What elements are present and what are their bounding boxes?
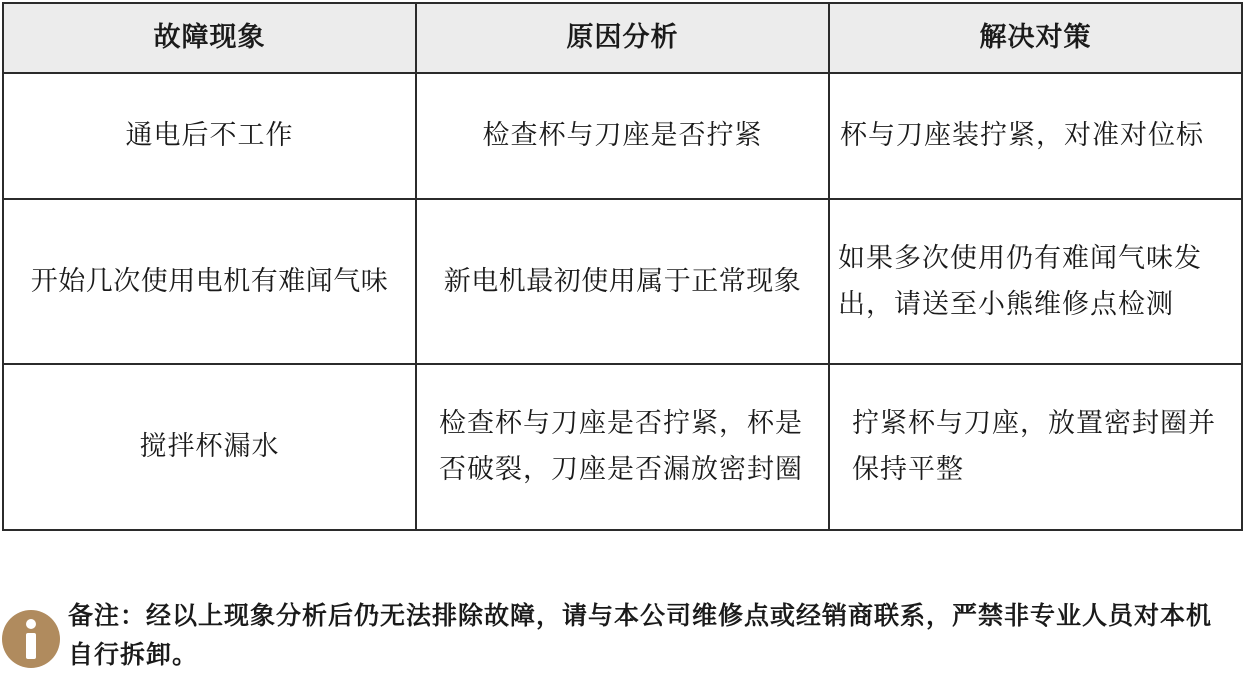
- cell-cause: 检查杯与刀座是否拧紧，杯是否破裂，刀座是否漏放密封圈: [416, 364, 829, 530]
- cell-symptom: 开始几次使用电机有难闻气味: [3, 199, 416, 364]
- cell-symptom: 搅拌杯漏水: [3, 364, 416, 530]
- info-icon-bar: [26, 633, 36, 659]
- cell-solution: 拧紧杯与刀座，放置密封圈并保持平整: [829, 364, 1242, 530]
- table-row: [3, 199, 1242, 364]
- cell-solution: 杯与刀座装拧紧，对准对位标: [829, 73, 1242, 199]
- cell-solution: 如果多次使用仍有难闻气味发出，请送至小熊维修点检测: [829, 199, 1242, 364]
- column-header-cause: 原因分析: [416, 3, 829, 73]
- remark-text: 备注：经以上现象分析后仍无法排除故障，请与本公司维修点或经销商联系，严禁非专业人员对本机自行拆卸。: [68, 601, 1213, 669]
- cell-cause: 检查杯与刀座是否拧紧: [416, 73, 829, 199]
- table-header-row: [3, 3, 1242, 73]
- table-row: [3, 73, 1242, 199]
- table-row: [3, 364, 1242, 530]
- troubleshooting-table: [2, 2, 1243, 531]
- info-icon: [2, 610, 60, 668]
- cell-cause: 新电机最初使用属于正常现象: [416, 199, 829, 364]
- cell-symptom: 通电后不工作: [3, 73, 416, 199]
- column-header-solution: 解决对策: [829, 3, 1242, 73]
- column-header-symptom: 故障现象: [3, 3, 416, 73]
- remark-note: [2, 596, 1232, 672]
- info-icon-dot: [26, 619, 36, 629]
